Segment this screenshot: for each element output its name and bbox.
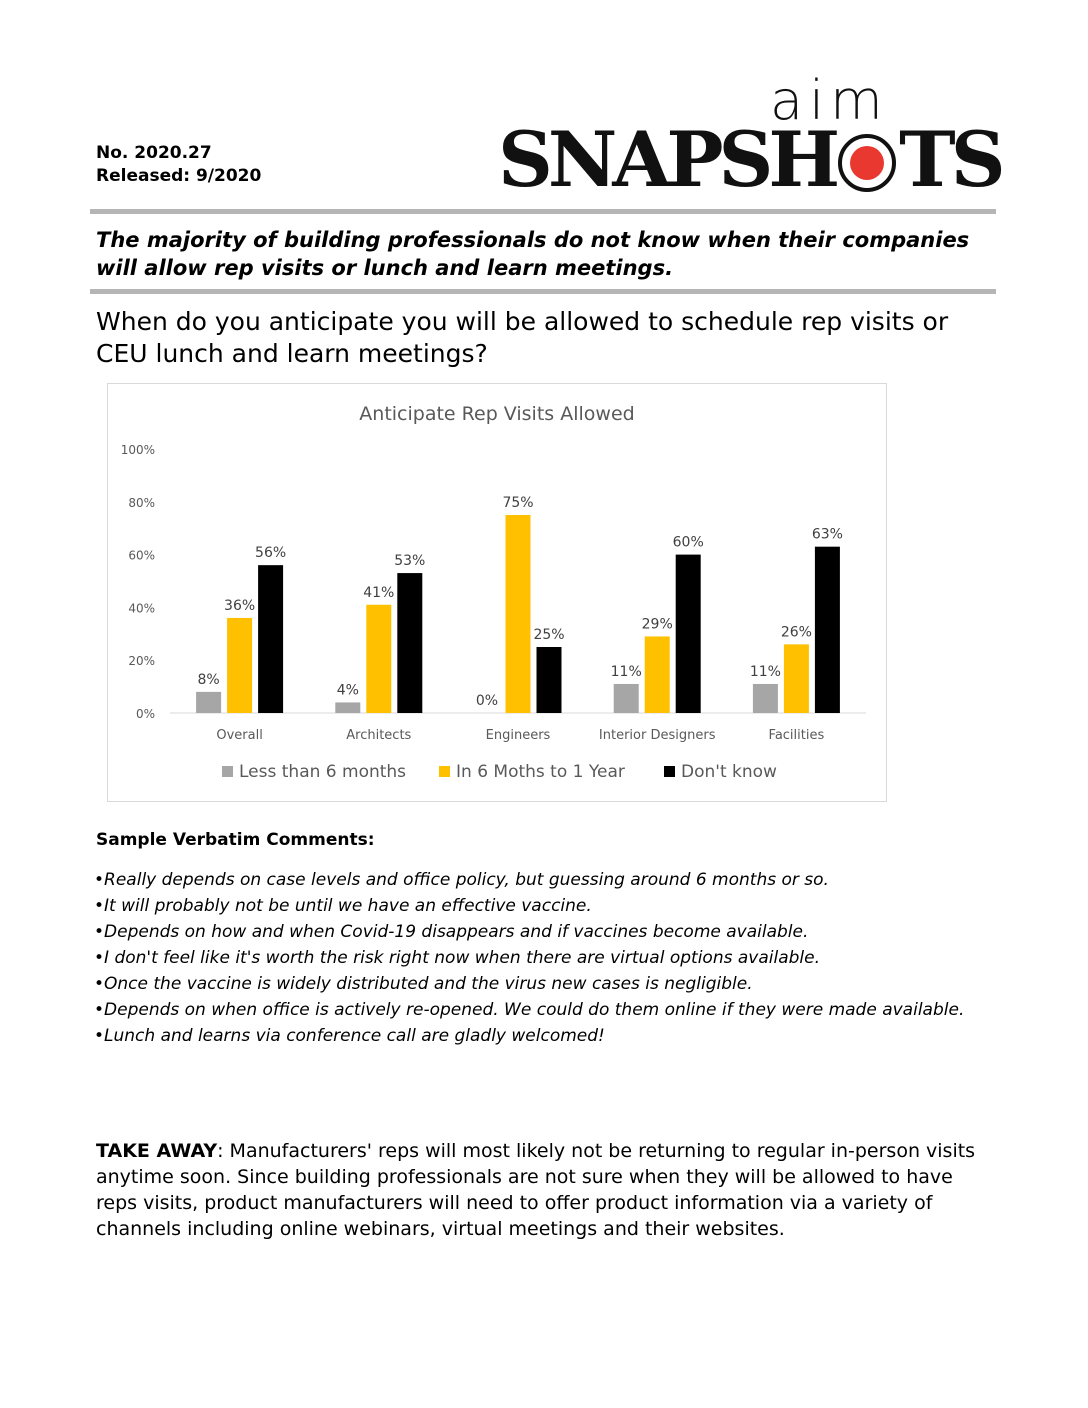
bar [537,647,562,713]
x-tick-label: Engineers [485,728,551,743]
y-tick-label: 20% [128,654,155,669]
bar [258,565,283,713]
data-label: 25% [533,627,565,643]
x-tick-label: Interior Designers [598,728,716,743]
bar [506,515,531,713]
data-label: 0% [475,693,499,709]
comment-item: •Depends on how and when Covid-19 disappears and if vaccines become available. [94,922,809,942]
bar [645,636,670,713]
comments-title: Sample Verbatim Comments: [96,830,375,850]
data-label: 63% [811,526,843,543]
comment-item: •Depends on when office is actively re-opened. We could do them online if they were made available. [94,1000,965,1020]
bar-chart [108,384,886,801]
headline: The majority of building professionals do not know when their companies will allow rep visits or lunch and learn meetings. [96,228,970,280]
comment-item: •It will probably not be until we have an effective vaccine. [94,896,592,916]
comment-item: •I don't feel like it's worth the risk right now when there are virtual options available. [94,948,820,968]
data-label: 26% [780,624,812,641]
logo-text-left: SNAPSH [498,115,836,204]
legend-swatch [664,766,675,777]
comment-item: •Once the vaccine is widely distributed and the virus new cases is negligible. [94,974,753,994]
comment-item: •Lunch and learns via conference call are gladly welcomed! [94,1026,605,1046]
takeaway-label: TAKE AWAY [96,1140,218,1162]
y-tick-label: 40% [128,601,155,616]
logo-snapshots-text [498,115,1001,204]
aim-snapshots-logo [498,69,1001,204]
snapshot-number: No. 2020.27 [96,143,212,163]
y-tick-label: 60% [128,548,155,563]
data-label: 53% [394,553,426,570]
bar [614,684,639,713]
bar [753,684,778,713]
data-label: 8% [197,671,220,688]
data-label: 4% [336,682,359,699]
x-tick-label: Architects [346,728,412,743]
legend-swatch [222,766,233,777]
logo-aim-text: aim [770,69,889,132]
data-label: 11% [610,663,642,680]
comment-item: •Really depends on case levels and office policy, but guessing around 6 months or so. [94,870,829,890]
divider-top [90,209,996,214]
takeaway-text: : Manufacturers' reps will most likely not be returning to regular in-person visits anytime soon. Since building professionals are not sure when they will be allowed to have reps visits, product manufacturers will need to offer product information via a variety of channels including online webinars, virtual meetings and their websites. [96,1140,976,1240]
y-tick-label: 80% [128,495,155,510]
data-label: 41% [363,584,395,601]
release-date: Released: 9/2020 [96,166,262,186]
bar [335,702,360,713]
bar [397,573,422,713]
bar [815,547,840,713]
y-tick-label: 0% [135,707,155,721]
takeaway-paragraph [96,1138,996,1242]
bar [227,618,252,713]
logo-target-icon [838,134,896,192]
legend-label: Don't know [681,762,777,782]
bar [196,692,221,713]
comments-list [94,867,974,1049]
chart-container [107,383,887,802]
survey-question: When do you anticipate you will be allowed to schedule rep visits or CEU lunch and learn meetings? [96,307,949,368]
logo-text-right: TS [899,115,1001,204]
divider-bottom [90,289,996,294]
legend-label: In 6 Moths to 1 Year [456,762,625,782]
data-label: 56% [255,545,287,562]
snapshot-meta [96,142,261,188]
data-label: 75% [502,495,534,511]
bar [366,605,391,713]
y-tick-label: 100% [120,443,155,457]
data-label: 36% [224,597,256,614]
bar [784,644,809,713]
legend-label: Less than 6 months [239,762,407,782]
data-label: 29% [641,616,673,633]
data-label: 60% [672,534,704,551]
x-tick-label: Overall [216,728,263,743]
bar [676,555,701,713]
legend-swatch [439,766,450,777]
x-tick-label: Facilities [768,728,825,743]
data-label: 11% [749,663,781,680]
chart-title: Anticipate Rep Visits Allowed [359,403,635,425]
